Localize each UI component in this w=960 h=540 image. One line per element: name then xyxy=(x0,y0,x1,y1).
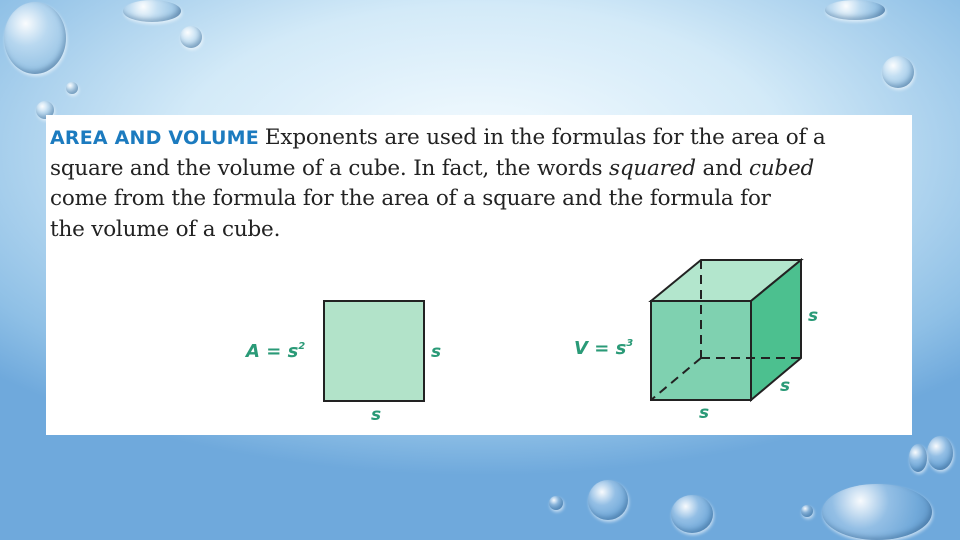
area-formula xyxy=(244,341,305,362)
area-volume-diagram xyxy=(46,115,912,435)
water-drop-decoration xyxy=(66,82,78,94)
square-side-label-bottom: s xyxy=(371,405,382,425)
water-drop-decoration xyxy=(549,496,563,510)
area-formula-equals: = xyxy=(259,341,288,362)
section-heading: AREA AND VOLUME xyxy=(50,127,259,149)
area-formula-exponent: 2 xyxy=(298,341,306,352)
textbook-excerpt-panel xyxy=(46,115,912,435)
cube-width-label: s xyxy=(699,403,710,423)
emphasis-squared: squared xyxy=(609,155,696,181)
water-drop-decoration xyxy=(927,436,953,470)
area-formula-base: s xyxy=(287,341,299,362)
water-drop-decoration xyxy=(671,495,713,533)
water-drop-decoration xyxy=(4,2,66,74)
water-drop-decoration xyxy=(909,444,927,472)
water-drop-decoration xyxy=(123,0,181,22)
water-drop-decoration xyxy=(801,505,813,517)
cube-figure xyxy=(574,260,818,423)
volume-formula-exponent: 3 xyxy=(626,338,634,349)
water-drop-decoration xyxy=(588,480,628,520)
paragraph-text: and xyxy=(695,155,749,181)
square-figure xyxy=(244,301,441,425)
volume-formula xyxy=(574,338,633,359)
volume-formula-variable: V xyxy=(574,338,588,359)
water-drop-decoration xyxy=(822,484,932,540)
water-drop-decoration xyxy=(180,26,202,48)
paragraph-line-3: come from the formula for the area of a square and the formula for xyxy=(50,186,771,211)
emphasis-cubed: cubed xyxy=(748,155,815,181)
paragraph-text: square and the volume of a cube. In fact, the words xyxy=(50,155,609,181)
cube-depth-label: s xyxy=(780,376,791,396)
cube-height-label: s xyxy=(808,306,819,326)
area-formula-variable: A xyxy=(246,341,260,362)
square-side-label-right: s xyxy=(431,342,442,362)
volume-formula-base: s xyxy=(615,338,627,359)
square-shape xyxy=(324,301,424,401)
paragraph-text: Exponents are used in the formulas for the area of a xyxy=(264,125,826,150)
volume-formula-equals: = xyxy=(587,338,616,359)
water-drop-decoration xyxy=(882,56,914,88)
water-drop-decoration xyxy=(825,0,885,20)
paragraph-line-4: the volume of a cube. xyxy=(50,216,281,242)
